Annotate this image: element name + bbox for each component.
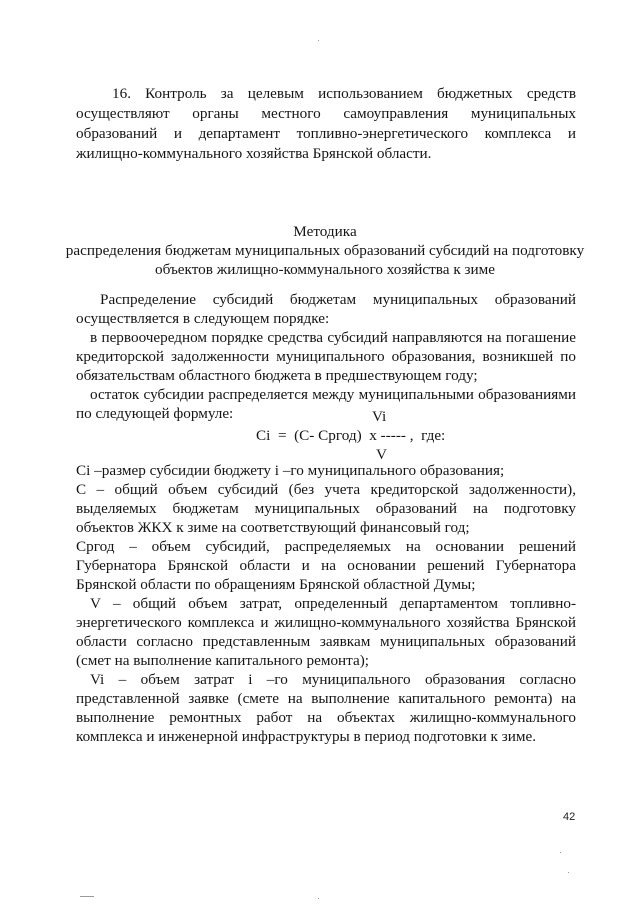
formula-main-line: Ci = (С- Сргод) х ----- , где: [256, 427, 446, 444]
distribution-text [76, 290, 576, 423]
methodology-title: Методика [293, 223, 357, 240]
formula-denominator: V [376, 446, 387, 463]
formula-numerator: Vi [372, 408, 387, 425]
definition-v: V – общий объем затрат, определенный департаментом топливно-энергетического комплекса и жилищно-коммунального хозяйства Брянской области согласно представленным заявкам муниципальных образований (смет на выполнение капитального ремонта); [76, 595, 576, 669]
definition-ci: Ci –размер субсидии бюджету i –го муниципального образования; [76, 462, 505, 479]
scan-speck [568, 872, 569, 873]
definitions-list [76, 461, 576, 746]
priority-paragraph: в первоочередном порядке средства субсидий направляются на погашение кредиторской задолженности муниципального образования, возникшей по обязательствам областного бюджета в предшествующем году; [76, 329, 576, 384]
definition-csrgod: Сргод – объем субсидий, распределяемых на основании решений Губернатора Брянской области и на основании решений Губернатора Брянской области по обращениям Брянской областной Думы; [76, 538, 576, 593]
scan-speck [560, 852, 561, 853]
methodology-subtitle: распределения бюджетам муниципальных образований субсидий на подготовку объектов жилищно-коммунального хозяйства к зиме [65, 242, 585, 278]
definition-vi: Vi – объем затрат i –го муниципального образования согласно представленной заявке (смете на выполнение капитального ремонта) на выполнение ремонтных работ на объектах жилищно-коммунального комплекса и инженерной инфраструктуры в период подготовки к зиме. [76, 671, 576, 745]
definition-c: С – общий объем субсидий (без учета кредиторской задолженности), выделяемых бюджетам муниципальных образований на подготовку объектов ЖКХ к зиме на соответствующий финансовый год; [76, 481, 576, 536]
remainder-paragraph: остаток субсидии распределяется между муниципальными образованиями по следующей формуле: [76, 386, 576, 422]
scan-speck [80, 896, 94, 897]
page-number: 42 [563, 811, 576, 823]
section-16-paragraph: 16. Контроль за целевым использованием бюджетных средств осуществляют органы местного самоуправления муниципальных образований и департамент топливно-энергетического комплекса и жилищно-коммунального хозяйства Брянской области. [76, 85, 576, 162]
intro-paragraph: Распределение субсидий бюджетам муниципальных образований осуществляется в следующем порядке: [76, 291, 576, 327]
scan-speck [318, 40, 319, 41]
scan-speck [318, 898, 319, 899]
